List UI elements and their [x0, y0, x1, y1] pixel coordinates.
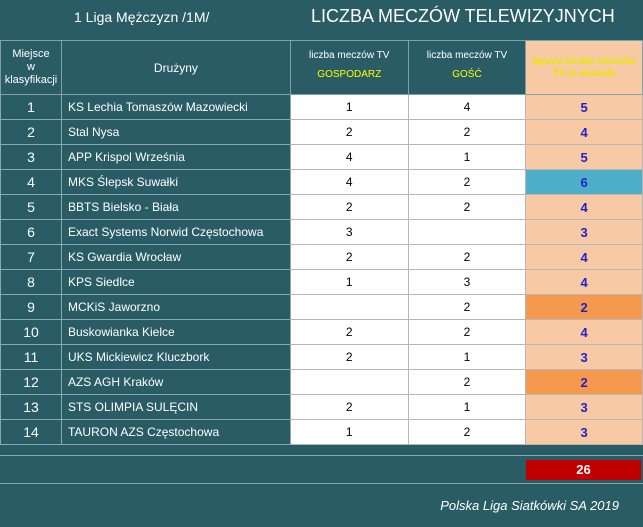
- table-row: [1, 270, 643, 295]
- table-row: [1, 395, 643, 420]
- away-count-cell: 2: [408, 320, 526, 345]
- sum-total: 26: [526, 460, 641, 480]
- table-row: [1, 145, 643, 170]
- table-row: [1, 195, 643, 220]
- place-cell: 9: [1, 295, 62, 320]
- place-cell: 13: [1, 395, 62, 420]
- team-cell: Exact Systems Norwid Częstochowa: [61, 220, 290, 245]
- home-count-cell: [290, 370, 408, 395]
- home-count-cell: 1: [290, 270, 408, 295]
- header-place: Miejsce w klasyfikacji: [1, 41, 62, 95]
- total-count-cell: 4: [526, 320, 643, 345]
- home-count-cell: 2: [290, 195, 408, 220]
- team-cell: KS Lechia Tomaszów Mazowiecki: [61, 95, 290, 120]
- team-cell: KPS Siedlce: [61, 270, 290, 295]
- place-cell: 4: [1, 170, 62, 195]
- place-cell: 1: [1, 95, 62, 120]
- total-count-cell: 2: [526, 295, 643, 320]
- place-cell: 8: [1, 270, 62, 295]
- place-cell: 3: [1, 145, 62, 170]
- table-row: [1, 170, 643, 195]
- page-title: LICZBA MECZÓW TELEWIZYJNYCH: [311, 6, 615, 26]
- top-bar: [0, 0, 643, 36]
- header-away: liczba meczów TV GOŚĆ: [408, 41, 526, 95]
- footer-credit: Polska Liga Siatkówki SA 2019: [440, 498, 619, 513]
- table-row: [1, 370, 643, 395]
- team-cell: Stal Nysa: [61, 120, 290, 145]
- table-row: [1, 320, 643, 345]
- away-count-cell: 2: [408, 120, 526, 145]
- tv-matches-table: [0, 40, 643, 445]
- away-count-cell: 2: [408, 370, 526, 395]
- team-cell: Buskowianka Kielce: [61, 320, 290, 345]
- away-count-cell: 2: [408, 420, 526, 445]
- away-count-cell: 3: [408, 270, 526, 295]
- total-count-cell: 4: [526, 245, 643, 270]
- total-count-cell: 3: [526, 395, 643, 420]
- away-count-cell: 1: [408, 145, 526, 170]
- team-cell: KS Gwardia Wrocław: [61, 245, 290, 270]
- total-count-cell: 3: [526, 345, 643, 370]
- league-name: 1 Liga Mężczyzn /1M/: [74, 9, 210, 25]
- away-count-cell: [408, 220, 526, 245]
- team-cell: STS OLIMPIA SULĘCIN: [61, 395, 290, 420]
- header-home: liczba meczów TV GOSPODARZ: [290, 41, 408, 95]
- away-count-cell: 1: [408, 395, 526, 420]
- team-cell: APP Krispol Września: [61, 145, 290, 170]
- team-cell: MCKiS Jaworzno: [61, 295, 290, 320]
- away-count-cell: 2: [408, 195, 526, 220]
- team-cell: UKS Mickiewicz Kluczbork: [61, 345, 290, 370]
- place-cell: 10: [1, 320, 62, 345]
- table-row: [1, 295, 643, 320]
- home-count-cell: 2: [290, 345, 408, 370]
- table-row: [1, 345, 643, 370]
- away-count-cell: 2: [408, 245, 526, 270]
- away-count-cell: 2: [408, 170, 526, 195]
- away-count-cell: 1: [408, 345, 526, 370]
- total-count-cell: 3: [526, 220, 643, 245]
- total-count-cell: 4: [526, 195, 643, 220]
- home-count-cell: 4: [290, 145, 408, 170]
- table-row: [1, 120, 643, 145]
- place-cell: 6: [1, 220, 62, 245]
- total-count-cell: 2: [526, 370, 643, 395]
- header-team: Drużyny: [61, 41, 290, 95]
- team-cell: BBTS Bielsko - Biała: [61, 195, 290, 220]
- team-cell: MKS Ślepsk Suwałki: [61, 170, 290, 195]
- team-cell: TAURON AZS Częstochowa: [61, 420, 290, 445]
- home-count-cell: 2: [290, 395, 408, 420]
- table-row: [1, 220, 643, 245]
- place-cell: 12: [1, 370, 62, 395]
- table-row: [1, 245, 643, 270]
- divider: [0, 455, 643, 456]
- header-total: łączna liczba meczów TV w sezonie: [526, 41, 643, 95]
- place-cell: 5: [1, 195, 62, 220]
- away-count-cell: 2: [408, 295, 526, 320]
- table-row: [1, 95, 643, 120]
- home-count-cell: [290, 295, 408, 320]
- table-row: [1, 420, 643, 445]
- divider: [0, 483, 643, 484]
- home-count-cell: 1: [290, 95, 408, 120]
- home-count-cell: 2: [290, 120, 408, 145]
- home-count-cell: 2: [290, 320, 408, 345]
- home-count-cell: 2: [290, 245, 408, 270]
- place-cell: 2: [1, 120, 62, 145]
- team-cell: AZS AGH Kraków: [61, 370, 290, 395]
- total-count-cell: 4: [526, 120, 643, 145]
- total-count-cell: 4: [526, 270, 643, 295]
- home-count-cell: 3: [290, 220, 408, 245]
- place-cell: 14: [1, 420, 62, 445]
- total-count-cell: 5: [526, 95, 643, 120]
- total-count-cell: 3: [526, 420, 643, 445]
- total-count-cell: 5: [526, 145, 643, 170]
- away-count-cell: 4: [408, 95, 526, 120]
- table-header-row: [1, 41, 643, 95]
- place-cell: 7: [1, 245, 62, 270]
- home-count-cell: 4: [290, 170, 408, 195]
- total-count-cell: 6: [526, 170, 643, 195]
- place-cell: 11: [1, 345, 62, 370]
- home-count-cell: 1: [290, 420, 408, 445]
